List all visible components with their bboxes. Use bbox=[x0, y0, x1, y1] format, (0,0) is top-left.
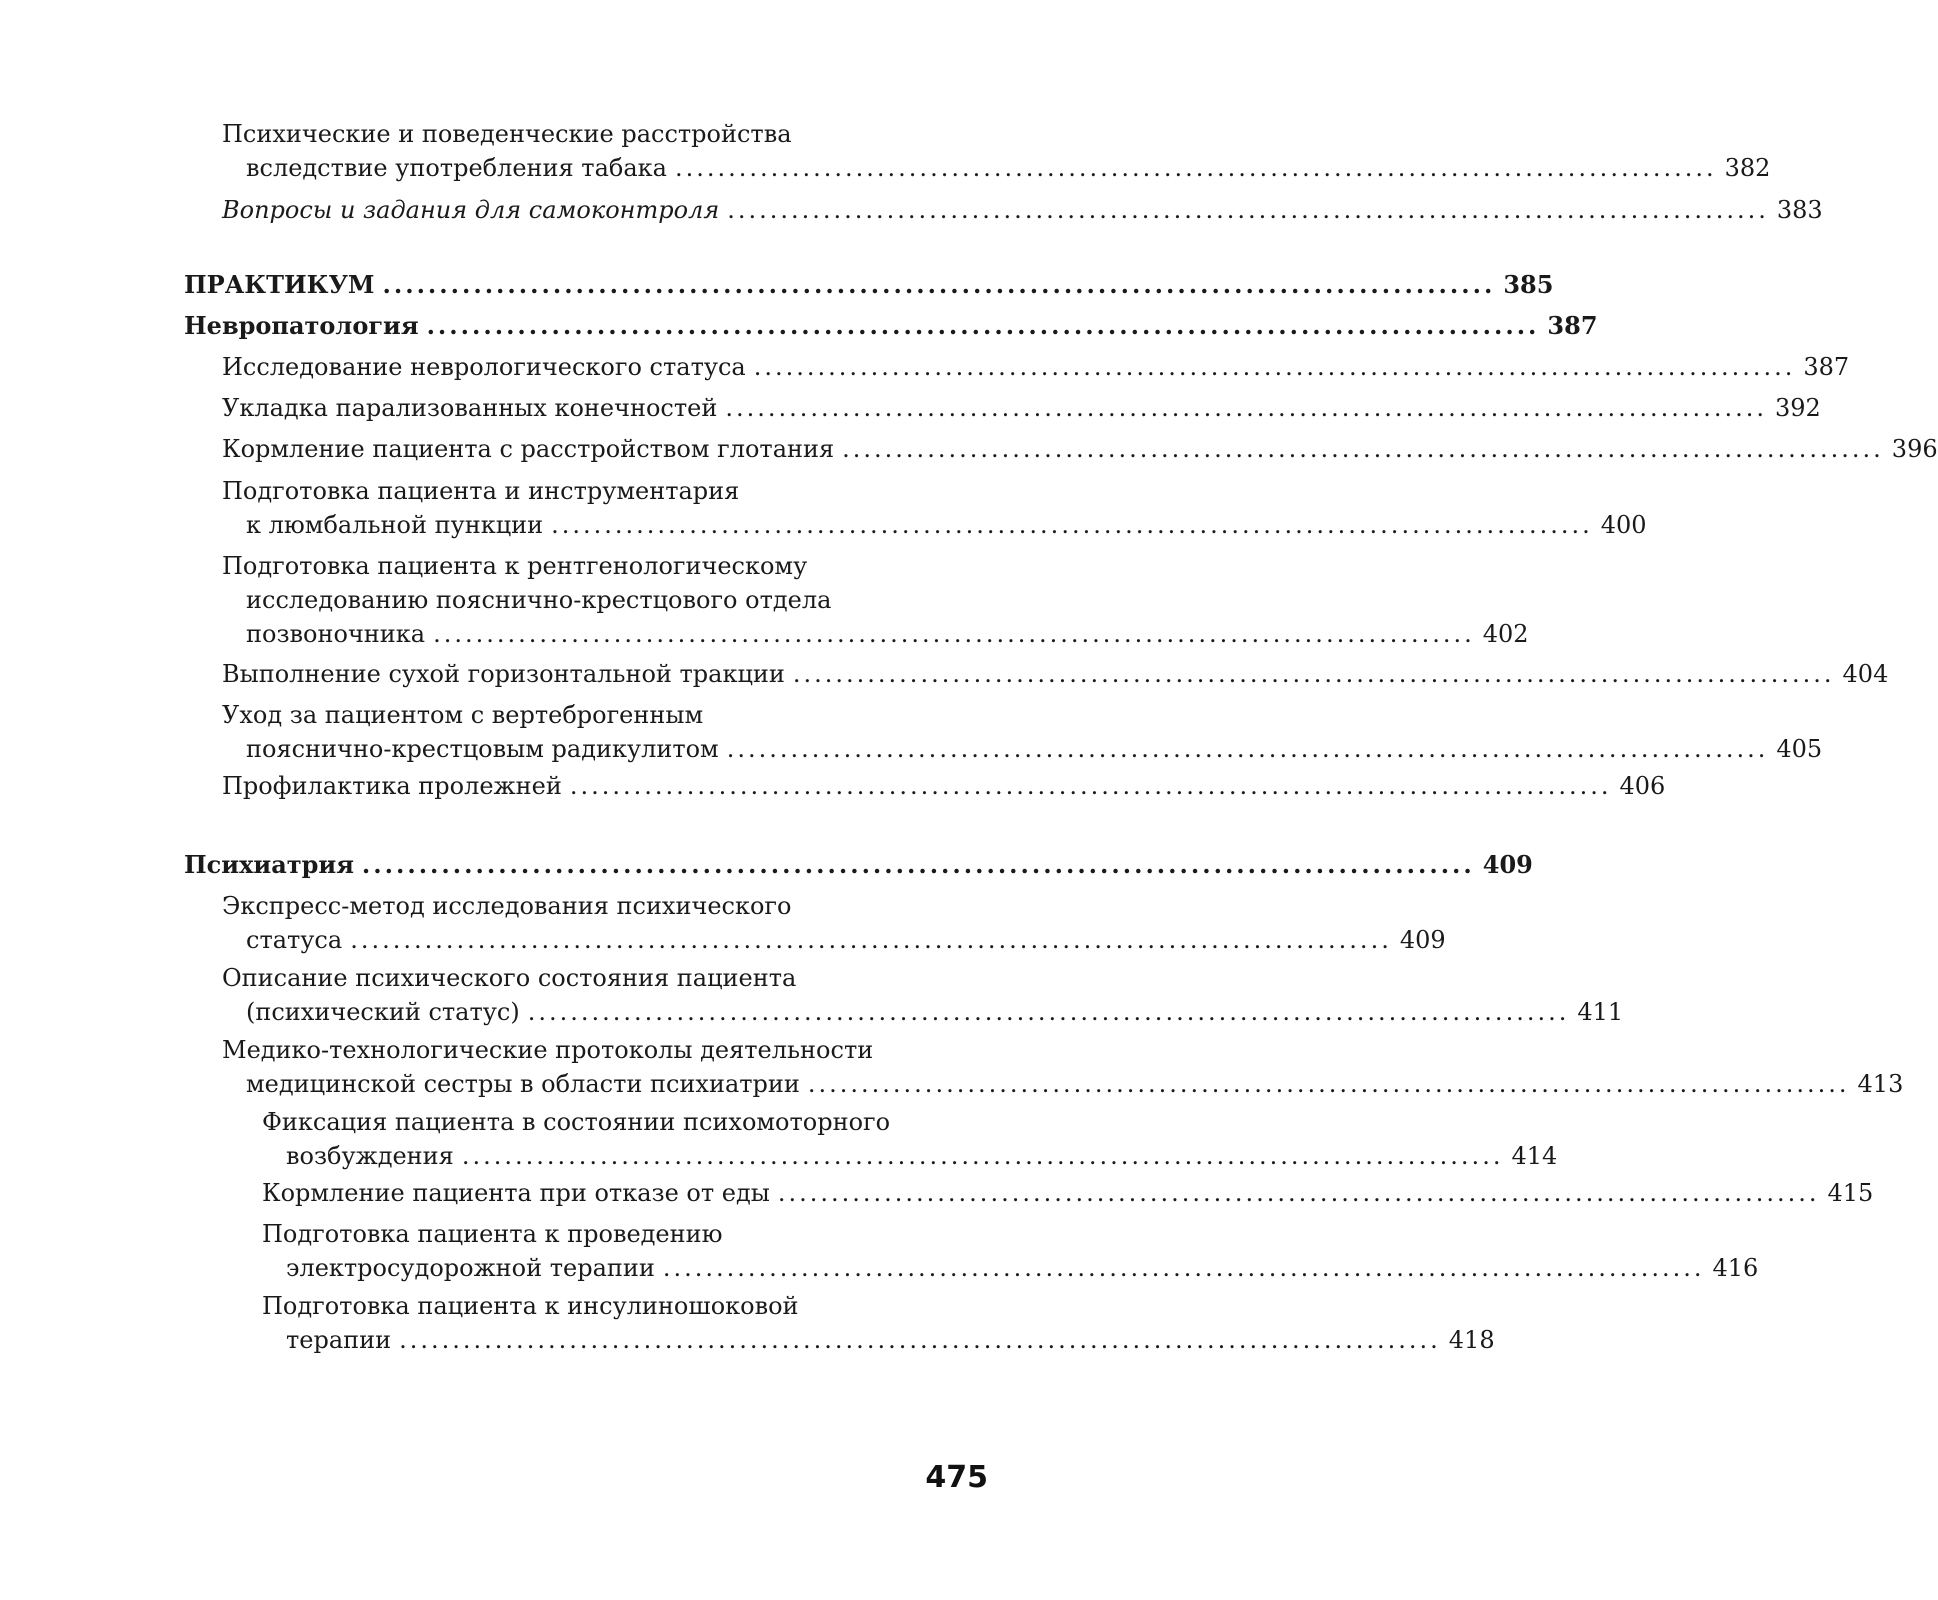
toc-entry-page: 406 bbox=[1619, 772, 1666, 800]
leader-dots: .................................................................................................. bbox=[527, 998, 1570, 1026]
toc-entry bbox=[184, 848, 1533, 882]
leader-dots: .................................................................................................. bbox=[753, 353, 1796, 381]
toc-entry bbox=[222, 193, 1823, 227]
toc-entry-title: пояснично-крестцовым радикулитом bbox=[246, 735, 719, 763]
leader-dots: .................................................................................................. bbox=[350, 926, 1392, 954]
toc-entry-title: позвоночника bbox=[246, 620, 426, 648]
leader-dots: .................................................................................................. bbox=[807, 1070, 1850, 1098]
toc-entry-page: 413 bbox=[1857, 1070, 1904, 1098]
toc-entry-title: Выполнение сухой горизонтальной тракции bbox=[222, 660, 785, 688]
leader-dots: .................................................................................................. bbox=[842, 435, 1884, 463]
toc-entry-page: 385 bbox=[1503, 270, 1554, 299]
toc-entry bbox=[184, 309, 1598, 343]
toc-entry-title: возбуждения bbox=[286, 1142, 454, 1170]
toc-entry-title: ПРАКТИКУМ bbox=[184, 270, 375, 299]
toc-entry-title: Кормление пациента при отказе от еды bbox=[262, 1179, 770, 1207]
toc-entry-title: Исследование неврологического статуса bbox=[222, 353, 746, 381]
toc-entry-title: Кормление пациента с расстройством глотания bbox=[222, 435, 835, 463]
toc-entry-page: 409 bbox=[1399, 926, 1446, 954]
toc-entry-title: Профилактика пролежней bbox=[222, 772, 562, 800]
leader-dots: .................................................................................................. bbox=[551, 511, 1593, 539]
leader-dots: .................................................................................................. bbox=[662, 1254, 1705, 1282]
toc-entry bbox=[262, 1289, 1495, 1357]
toc-entry-page: 387 bbox=[1803, 353, 1850, 381]
toc-entry-page: 416 bbox=[1712, 1254, 1759, 1282]
leader-dots: .................................................................................................. bbox=[725, 394, 1767, 422]
toc-entry-title: Невропатология bbox=[184, 311, 419, 340]
toc-entry bbox=[222, 350, 1850, 384]
leader-dots: .................................................................................................. bbox=[569, 772, 1612, 800]
toc-entry-page: 409 bbox=[1482, 850, 1533, 879]
toc-entry-page: 387 bbox=[1547, 311, 1598, 340]
toc-entry-page: 396 bbox=[1891, 435, 1938, 463]
toc-entry bbox=[222, 432, 1938, 466]
toc-entry-page: 402 bbox=[1482, 620, 1529, 648]
leader-dots: .................................................................................................. bbox=[792, 660, 1835, 688]
toc-entry-title: Вопросы и задания для самоконтроля bbox=[222, 196, 720, 224]
toc-entry bbox=[222, 391, 1821, 425]
toc-entry-page: 405 bbox=[1776, 735, 1823, 763]
toc-entry-page: 404 bbox=[1842, 660, 1889, 688]
toc-entry-title: Подготовка пациента к инсулиношоковой bbox=[262, 1292, 799, 1320]
toc-entry-title: Уход за пациентом с вертеброгенным bbox=[222, 701, 704, 729]
leader-dots: .................................................................................................. bbox=[382, 270, 1496, 299]
leader-dots: .................................................................................................. bbox=[726, 735, 1769, 763]
leader-dots: .................................................................................................. bbox=[777, 1179, 1820, 1207]
leader-dots: .................................................................................................. bbox=[433, 620, 1475, 648]
toc-entry bbox=[222, 549, 1529, 651]
toc-entry bbox=[222, 961, 1624, 1029]
toc-entry-title: Подготовка пациента к рентгенологическому bbox=[222, 552, 808, 580]
toc-entry bbox=[222, 769, 1666, 803]
toc-entry bbox=[262, 1217, 1759, 1285]
toc-entry-title: (психический статус) bbox=[246, 998, 520, 1026]
toc-entry bbox=[222, 474, 1647, 542]
toc-entry bbox=[262, 1105, 1558, 1173]
toc-entry-title: статуса bbox=[246, 926, 343, 954]
toc-entry-page: 382 bbox=[1724, 154, 1771, 182]
toc-entry-title: Психические и поведенческие расстройства bbox=[222, 120, 792, 148]
toc-entry-title: Укладка парализованных конечностей bbox=[222, 394, 718, 422]
toc-entry-title: Психиатрия bbox=[184, 850, 354, 879]
toc-entry bbox=[222, 1033, 1904, 1101]
toc-entry-title: вследствие употребления табака bbox=[246, 154, 667, 182]
page-number: 475 bbox=[925, 1460, 988, 1495]
toc-entry-title: Медико-технологические протоколы деятельности bbox=[222, 1036, 874, 1064]
toc-entry-title: Подготовка пациента и инструментария bbox=[222, 477, 740, 505]
toc-entry-page: 415 bbox=[1827, 1179, 1874, 1207]
toc-entry-page: 400 bbox=[1600, 511, 1647, 539]
leader-dots: .................................................................................................. bbox=[727, 196, 1769, 224]
toc-entry bbox=[222, 698, 1823, 766]
toc-entry bbox=[262, 1176, 1874, 1210]
toc-entry-title: электросудорожной терапии bbox=[286, 1254, 655, 1282]
toc-entry-title: терапии bbox=[286, 1326, 392, 1354]
toc-entry bbox=[222, 117, 1771, 185]
toc-entry-title: Фиксация пациента в состоянии психомоторного bbox=[262, 1108, 891, 1136]
toc-entry-title: исследованию пояснично-крестцового отдела bbox=[246, 586, 832, 614]
leader-dots: .................................................................................................. bbox=[361, 850, 1475, 879]
toc-entry bbox=[222, 889, 1446, 957]
toc-entry-title: Подготовка пациента к проведению bbox=[262, 1220, 723, 1248]
toc-entry-page: 414 bbox=[1511, 1142, 1558, 1170]
toc-entry-title: к люмбальной пункции bbox=[246, 511, 544, 539]
toc-entry-page: 411 bbox=[1577, 998, 1624, 1026]
toc-entry bbox=[222, 657, 1889, 691]
toc-entry-page: 392 bbox=[1774, 394, 1821, 422]
toc-entry-page: 418 bbox=[1448, 1326, 1495, 1354]
leader-dots: .................................................................................................. bbox=[461, 1142, 1504, 1170]
leader-dots: .................................................................................................. bbox=[674, 154, 1717, 182]
toc-entry-title: медицинской сестры в области психиатрии bbox=[246, 1070, 800, 1098]
leader-dots: .................................................................................................. bbox=[426, 311, 1540, 340]
toc-entry-title: Экспресс-метод исследования психического bbox=[222, 892, 792, 920]
toc-entry bbox=[184, 268, 1554, 302]
leader-dots: .................................................................................................. bbox=[399, 1326, 1441, 1354]
toc-entry-page: 383 bbox=[1776, 196, 1823, 224]
toc-entry-title: Описание психического состояния пациента bbox=[222, 964, 797, 992]
